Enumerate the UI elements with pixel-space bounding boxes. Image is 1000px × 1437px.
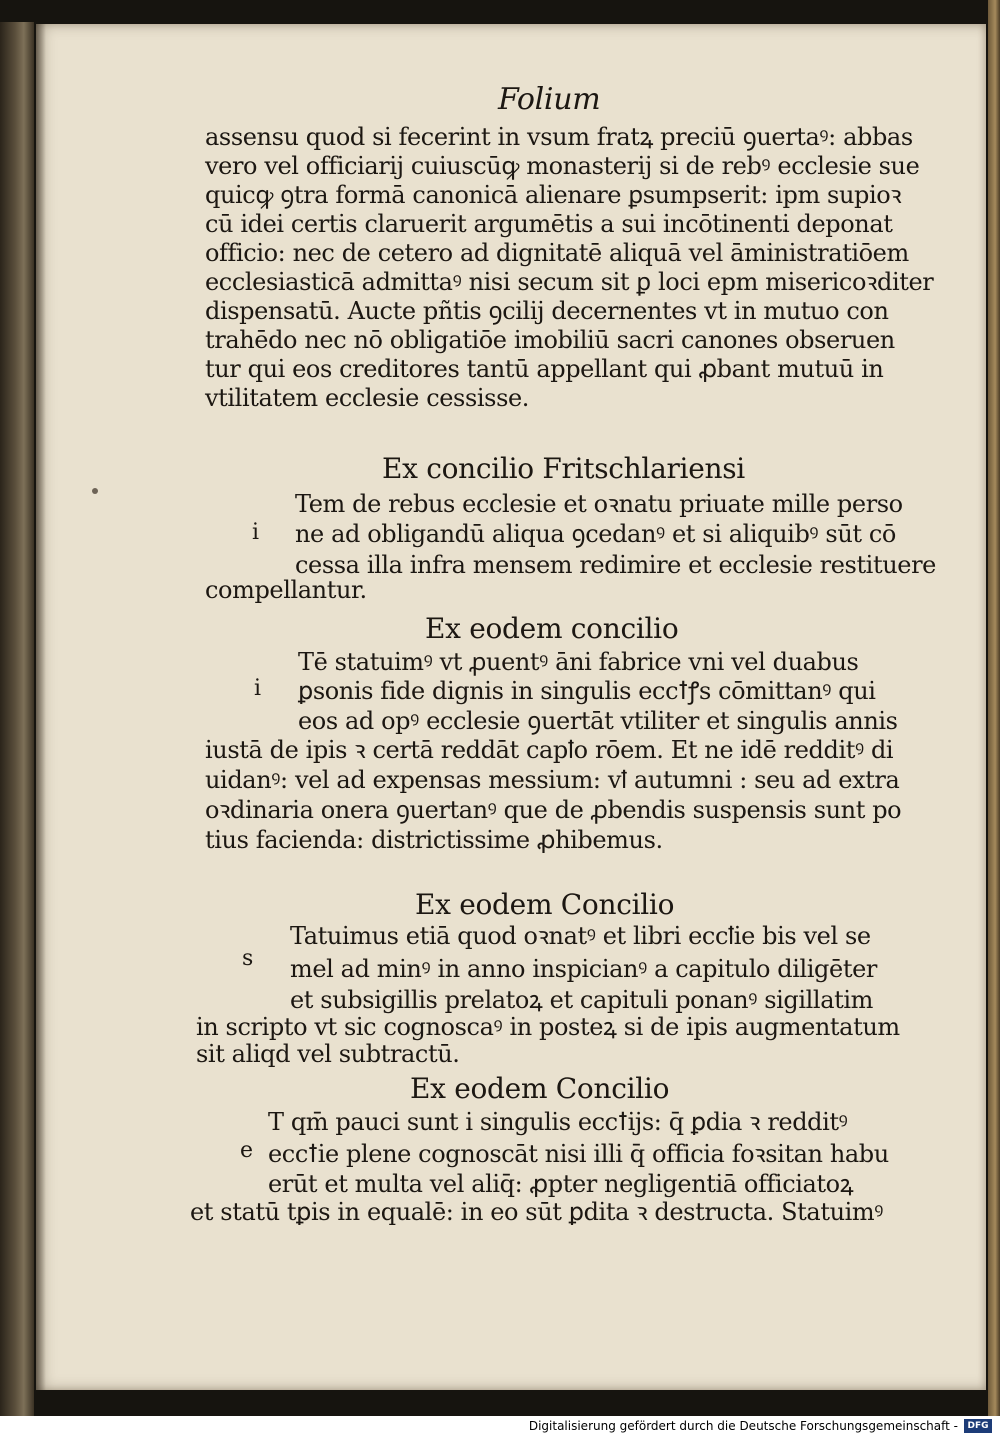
- text-line: Tatuimus etiā quod oꝛnatꝰ et libri eccꝉie bis vel se: [290, 922, 871, 950]
- text-line: et subsigillis prelatoꝝ et capituli ponanꝰ sigillatim: [290, 986, 873, 1014]
- folio-label: Folium: [498, 82, 601, 117]
- funding-credit-text: Digitalisierung gefördert durch die Deutsche Forschungsgemeinschaft -: [528, 1419, 958, 1433]
- book-binding-left: [0, 22, 34, 1416]
- text-line: et statū tꝑis in equalē: in eo sūt ꝑdita ꝛ destructa. Statuimꝰ: [190, 1198, 884, 1226]
- digitization-credit-bar: [0, 1416, 1000, 1437]
- text-line: in scripto vt sic cognoscaꝰ in posteꝝ si de ipis augmentatum: [196, 1013, 900, 1041]
- text-line: vtilitatem ecclesie cessisse.: [205, 384, 530, 412]
- section-heading: Ex eodem Concilio: [410, 1072, 670, 1105]
- text-line: eccꝉie plene cognoscāt nisi illi q̄ officia foꝛsitan habu: [268, 1140, 889, 1168]
- text-line: vero vel officiarij cuiuscūꝙ monasterij si de rebꝰ ecclesie sue: [205, 152, 920, 180]
- page-gutter-shadow: [36, 24, 46, 1390]
- text-line: ꝑsonis fide dignis in singulis eccꝉꝭs cōmittanꝰ qui: [298, 677, 876, 705]
- text-line: trahēdo nec nō obligatiōe imobiliū sacri canones obseruen: [205, 326, 895, 354]
- text-line: oꝛdinaria onera ꝯuertanꝰ que de ꝓbendis suspensis sunt po: [205, 796, 902, 824]
- text-line: ne ad obligandū aliqua ꝯcedanꝰ et si aliquibꝰ sūt cō: [295, 520, 896, 548]
- text-line: iustā de ipis ꝛ certā reddāt capꝉo rōem. Et ne idē redditꝰ di: [205, 736, 894, 764]
- text-line: cessa illa infra mensem redimire et ecclesie restituere: [295, 551, 936, 579]
- section-heading: Ex concilio Fritschlariensi: [382, 452, 745, 485]
- text-line: ecclesiasticā admittaꝰ nisi secum sit ꝑ loci epm misericoꝛditer: [205, 268, 934, 296]
- guide-letter: i: [254, 676, 262, 701]
- guide-letter: e: [240, 1138, 254, 1163]
- text-line: Tē statuimꝰ vt ꝓuentꝰ āni fabrice vni vel duabus: [298, 648, 859, 676]
- text-line: quicꝙ ꝯtra formā canonicā alienare ꝑsumpserit: ipm supioꝛ: [205, 181, 902, 209]
- guide-letter: i: [252, 520, 260, 545]
- text-line: assensu quod si fecerint in vsum fratꝝ preciū ꝯuertaꝰ: abbas: [205, 123, 913, 151]
- section-heading: Ex eodem concilio: [425, 612, 679, 645]
- text-line: dispensatū. Aucte pñtis ꝯcilij decernentes vt in mutuo con: [205, 297, 889, 325]
- text-line: cū idei certis claruerit argumētis a sui incōtinenti deponat: [205, 210, 893, 238]
- section-heading: Ex eodem Concilio: [415, 888, 675, 921]
- guide-letter: s: [242, 946, 254, 971]
- text-line: tius facienda: districtissime ꝓhibemus.: [205, 826, 663, 854]
- text-line: compellantur.: [205, 576, 367, 604]
- book-binding-right: [988, 0, 1000, 1416]
- text-line: sit aliqd vel subtractū.: [196, 1040, 460, 1068]
- text-line: erūt et multa vel aliq̄: ꝓpter negligentiā officiatoꝝ: [268, 1170, 854, 1198]
- dfg-logo[interactable]: DFG: [964, 1419, 992, 1433]
- text-line: mel ad minꝰ in anno inspicianꝰ a capitulo diligēter: [290, 955, 877, 983]
- text-line: officio: nec de cetero ad dignitatē aliquā vel āministratiōem: [205, 239, 909, 267]
- text-line: uidanꝰ: vel ad expensas messium: vꝉ autumni : seu ad extra: [205, 766, 900, 794]
- text-line: eos ad opꝰ ecclesie ꝯuertāt vtiliter et singulis annis: [298, 707, 898, 735]
- text-line: tur qui eos creditores tantū appellant qui ꝓbant mutuū in: [205, 355, 884, 383]
- paper-speck: [92, 488, 98, 494]
- text-line: T qm̄ pauci sunt i singulis eccꝉijs: q̄ ꝑdia ꝛ redditꝰ: [268, 1108, 848, 1136]
- text-line: Tem de rebus ecclesie et oꝛnatu priuate mille perso: [295, 490, 903, 518]
